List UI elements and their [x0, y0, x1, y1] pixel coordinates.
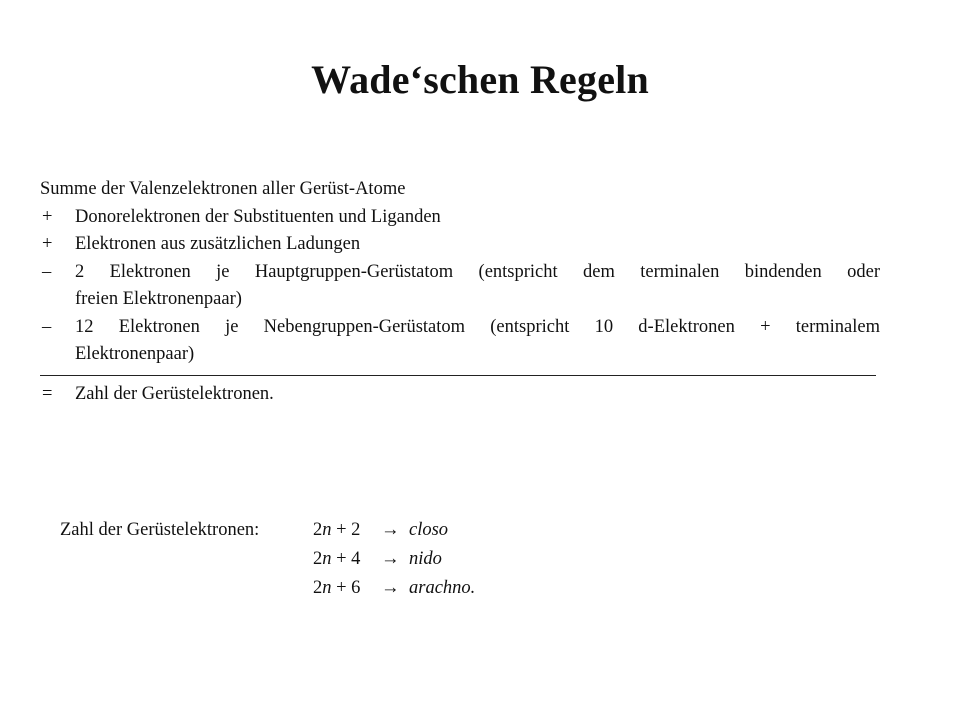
formula: 2n + 6 [313, 578, 361, 598]
plus-symbol: + [42, 206, 53, 227]
rule-line-result [40, 381, 880, 409]
rule-line-donor [40, 204, 880, 232]
minus-symbol: – [42, 261, 52, 282]
sum-divider [40, 375, 876, 376]
rule-text: Elektronen aus zusätzlichen Ladungen [75, 234, 361, 254]
rule-text: 12 Elektronen je Nebengruppen-Gerüstatom (entspricht 10 d-Elektronen + terminalem [75, 316, 880, 337]
rule-text: Elektronenpaar) [75, 344, 195, 364]
rule-line-main-group-cont [40, 286, 880, 314]
electron-count-row-closo [60, 516, 475, 545]
right-arrow-icon: → [381, 578, 400, 598]
electron-count-table [60, 516, 475, 603]
rule-text: Summe der Valenzelektronen aller Gerüst-Atome [40, 179, 406, 199]
formula: 2n + 2 [313, 520, 361, 540]
right-arrow-icon: → [381, 520, 400, 540]
electron-count-label: Zahl der Gerüstelektronen: [60, 520, 260, 540]
plus-symbol: + [42, 234, 53, 254]
right-arrow-icon: → [381, 549, 400, 569]
cluster-type: closo [409, 520, 449, 540]
rule-line-transition-cont [40, 341, 880, 369]
rule-line-valence [40, 176, 880, 204]
formula: 2n + 4 [313, 549, 361, 569]
rule-line-charges [40, 231, 880, 259]
slide-title: Wade‘schen Regeln [311, 57, 649, 102]
result-text: Zahl der Gerüstelektronen. [75, 383, 274, 404]
rule-line-main-group [40, 259, 880, 287]
rule-text: 2 Elektronen je Hauptgruppen-Gerüstatom (entspricht dem terminalen bindenden oder [75, 261, 880, 282]
electron-count-row-nido [60, 545, 475, 574]
cluster-type: arachno. [409, 578, 476, 598]
electron-count-row-arachno [60, 574, 475, 603]
rule-line-transition [40, 314, 880, 342]
rule-text: Donorelektronen der Substituenten und Liganden [75, 206, 441, 227]
cluster-type: nido [409, 549, 442, 569]
equals-symbol: = [42, 383, 53, 404]
minus-symbol: – [42, 316, 52, 337]
rules-block [40, 176, 880, 408]
rule-text: freien Elektronenpaar) [75, 289, 242, 309]
